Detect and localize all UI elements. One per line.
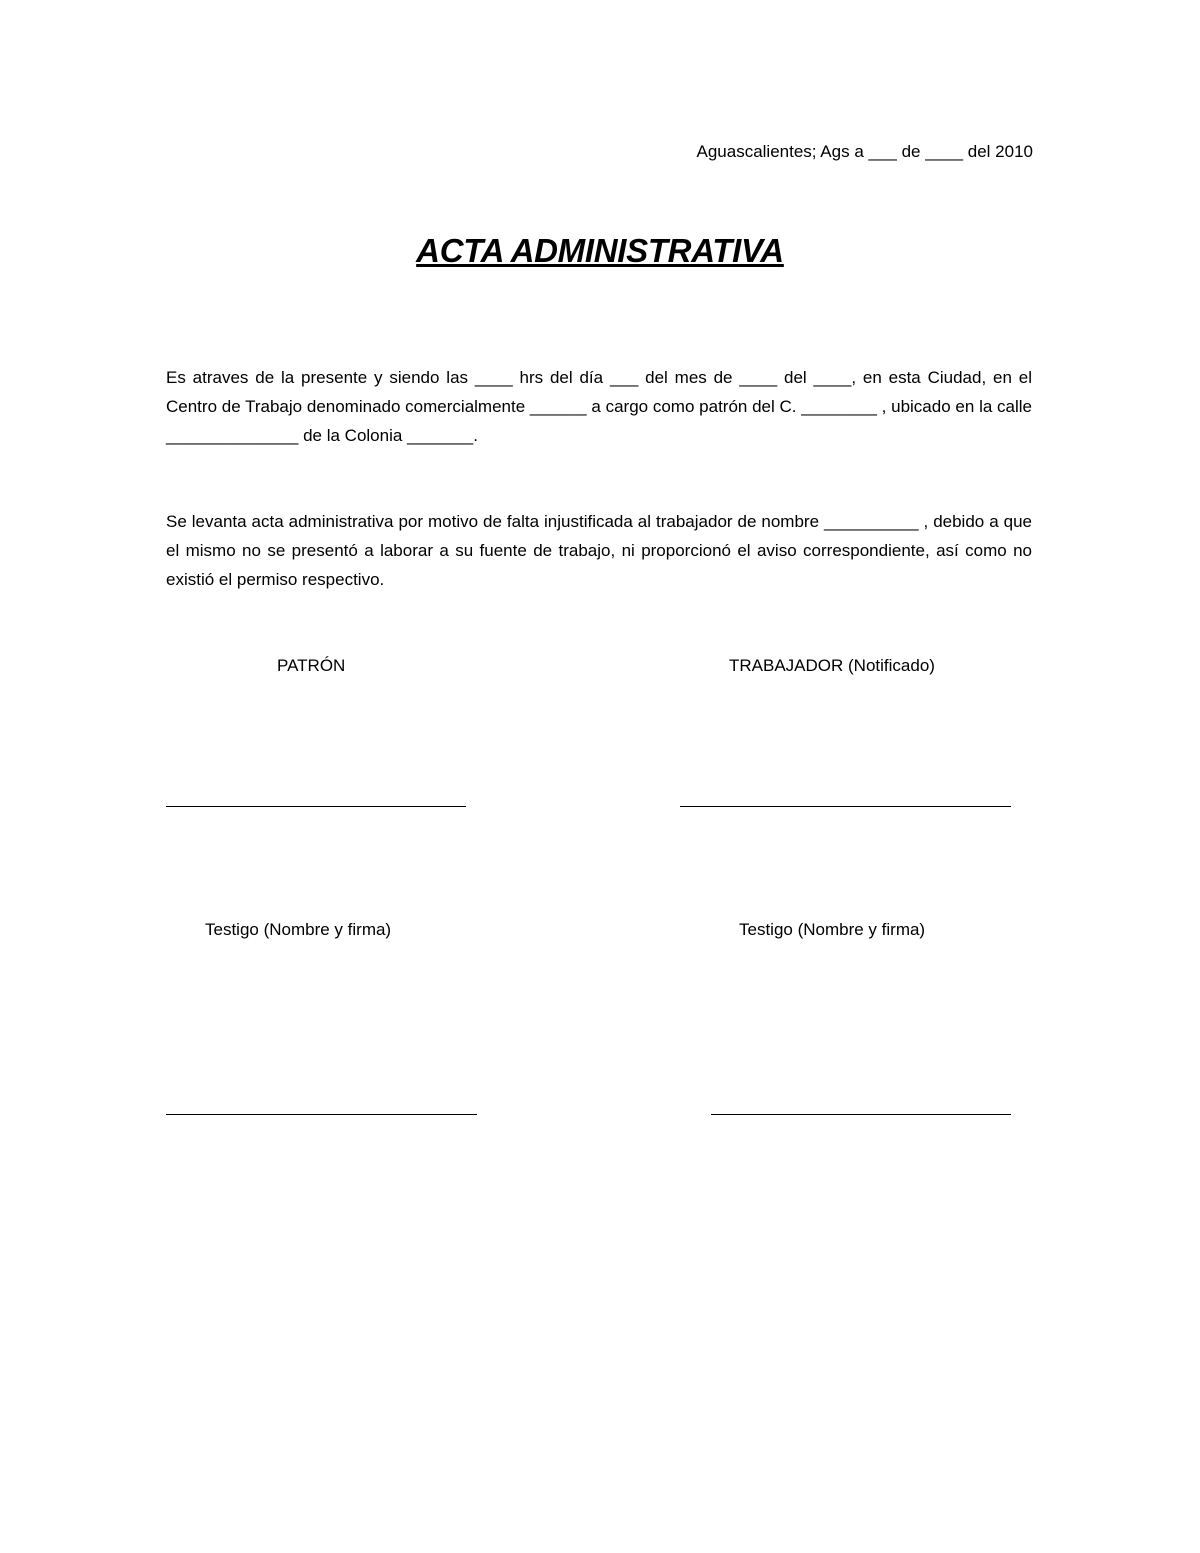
employer-signature-line <box>166 806 466 807</box>
worker-signature-line <box>680 806 1011 807</box>
date-line: Aguascalientes; Ags a ___ de ____ del 2010 <box>696 142 1033 161</box>
witness-right-signature-line <box>711 1114 1011 1115</box>
document-title: ACTA ADMINISTRATIVA <box>416 232 784 269</box>
worker-label: TRABAJADOR (Notificado) <box>729 656 935 675</box>
witness-left-signature-line <box>166 1114 477 1115</box>
intro-paragraph: Es atraves de la presente y siendo las ____ hrs del día ___ del mes de ____ del ____, en esta Ciudad, en el Centro de Trabajo denominado comercialmente ______ a cargo como patrón del C. ________ , ubicado en la calle ______________ de la Colonia _______. <box>166 368 1032 445</box>
reason-paragraph: Se levanta acta administrativa por motivo de falta injustificada al trabajador de nombre __________ , debido a que el mismo no se presentó a laborar a su fuente de trabajo, ni proporcionó el aviso correspondiente, así como no existió el permiso respectivo. <box>166 512 1032 589</box>
witness-left-label: Testigo (Nombre y firma) <box>205 920 392 939</box>
witness-right-label: Testigo (Nombre y firma) <box>739 920 926 939</box>
employer-label: PATRÓN <box>277 656 346 675</box>
